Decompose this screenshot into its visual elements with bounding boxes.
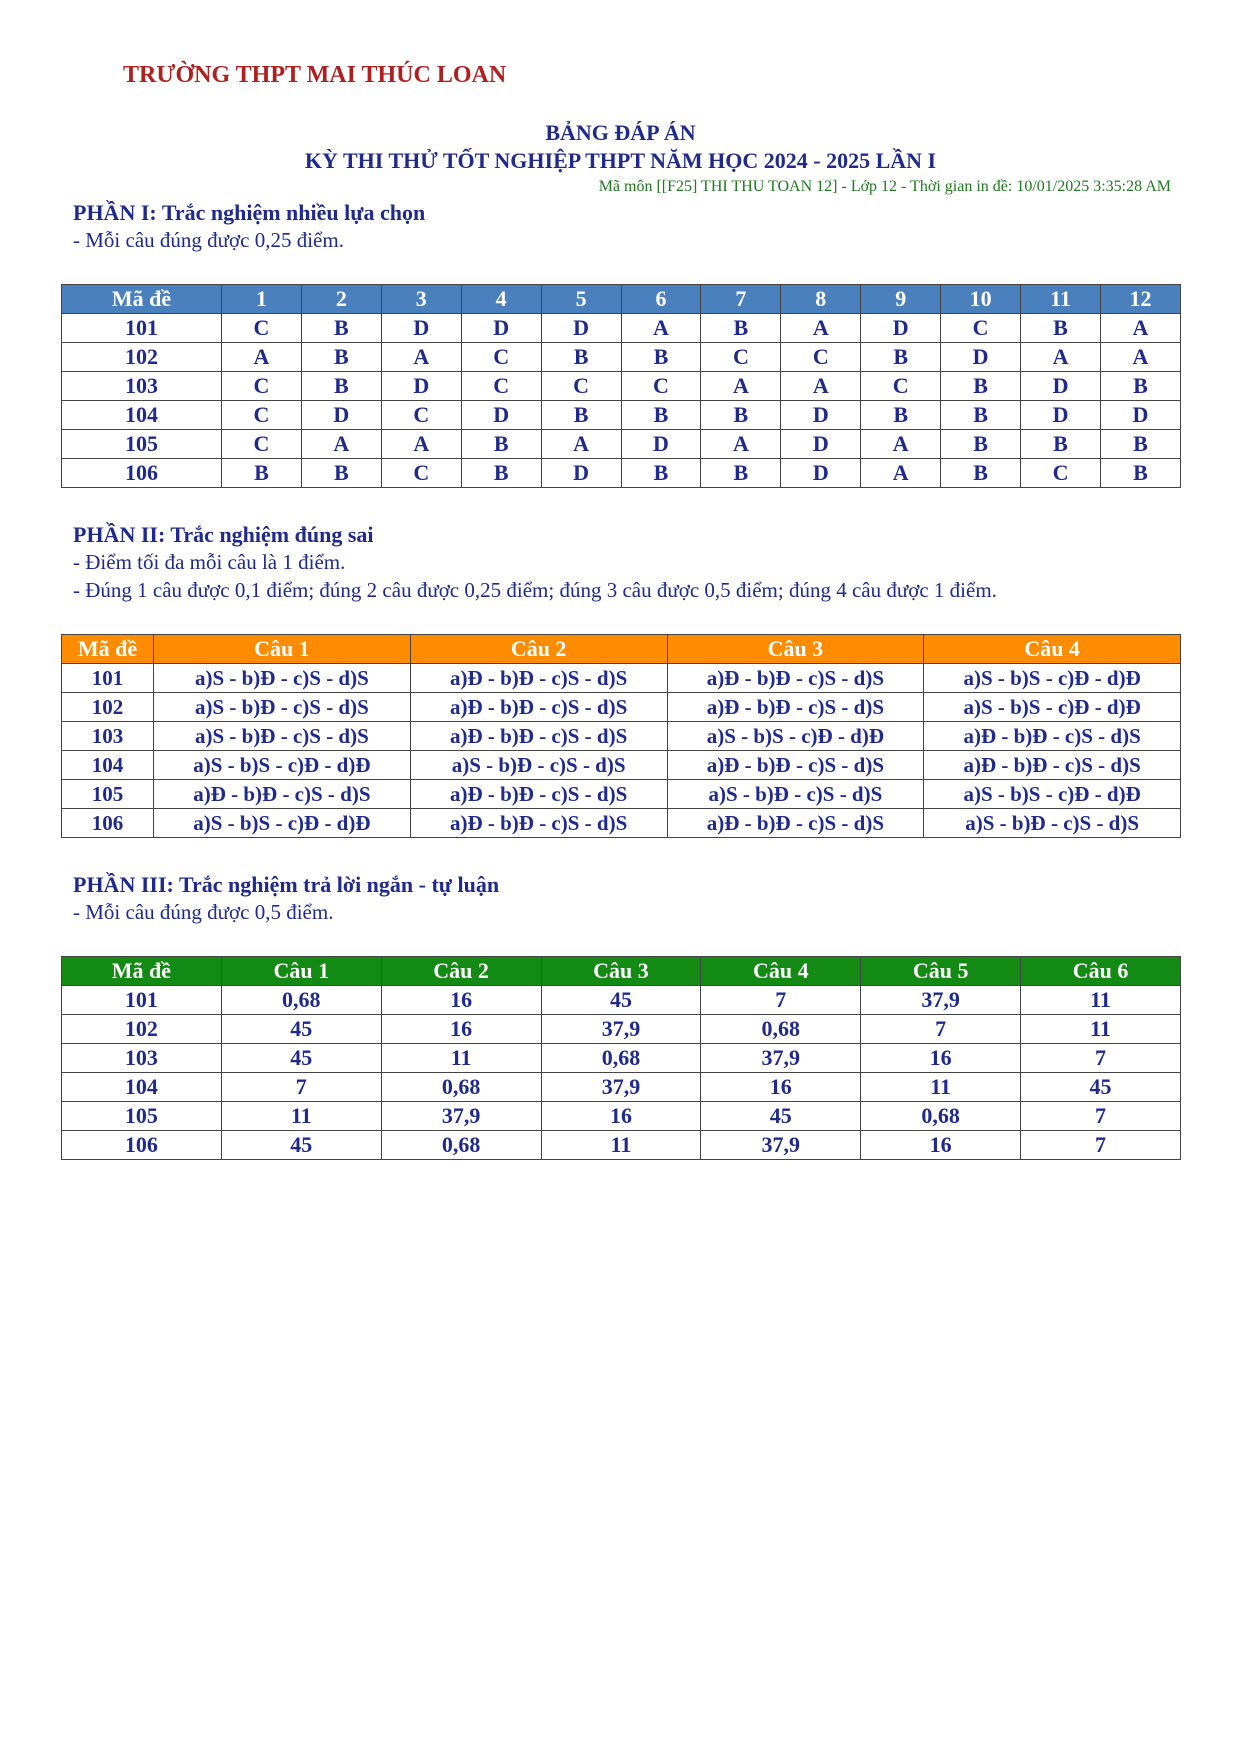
part2-header-cell: Câu 3: [667, 635, 924, 664]
answer-cell: B: [941, 372, 1021, 401]
part3-header-row: [62, 957, 1181, 986]
table-row: [62, 430, 1181, 459]
answer-cell: a)Đ - b)Đ - c)S - d)S: [410, 722, 667, 751]
answer-cell: B: [941, 430, 1021, 459]
exam-code-cell: 102: [62, 343, 222, 372]
table-row: [62, 343, 1181, 372]
answer-cell: B: [1100, 372, 1180, 401]
part1-header-cell: 2: [301, 285, 381, 314]
exam-code-cell: 101: [62, 986, 222, 1015]
answer-cell: 0,68: [381, 1131, 541, 1160]
answer-cell: 16: [861, 1131, 1021, 1160]
answer-cell: 37,9: [381, 1102, 541, 1131]
answer-cell: B: [701, 401, 781, 430]
part3-header-cell: Câu 2: [381, 957, 541, 986]
answer-cell: B: [861, 343, 941, 372]
answer-cell: C: [1021, 459, 1101, 488]
answer-cell: a)S - b)S - c)Đ - d)Đ: [667, 722, 924, 751]
part3-header-cell: Câu 4: [701, 957, 861, 986]
answer-cell: B: [1100, 430, 1180, 459]
exam-code-cell: 105: [62, 780, 154, 809]
answer-cell: a)Đ - b)Đ - c)S - d)S: [924, 751, 1181, 780]
answer-cell: B: [222, 459, 302, 488]
exam-code-cell: 103: [62, 372, 222, 401]
school-name: TRƯỜNG THPT MAI THÚC LOAN: [123, 62, 507, 88]
exam-code-cell: 104: [62, 751, 154, 780]
table-row: [62, 986, 1181, 1015]
answer-cell: D: [381, 372, 461, 401]
exam-code-cell: 102: [62, 693, 154, 722]
answer-cell: A: [861, 430, 941, 459]
answer-cell: a)Đ - b)Đ - c)S - d)S: [667, 809, 924, 838]
answer-cell: C: [781, 343, 861, 372]
answer-cell: a)Đ - b)Đ - c)S - d)S: [410, 809, 667, 838]
answer-cell: D: [1100, 401, 1180, 430]
table-row: [62, 401, 1181, 430]
answer-cell: B: [301, 314, 381, 343]
part1-note: - Mỗi câu đúng được 0,25 điểm.: [73, 228, 344, 252]
answer-cell: a)S - b)Đ - c)S - d)S: [924, 809, 1181, 838]
table-row: [62, 1015, 1181, 1044]
answer-cell: 7: [861, 1015, 1021, 1044]
exam-code-cell: 106: [62, 1131, 222, 1160]
table-row: [62, 459, 1181, 488]
table-row: [62, 1073, 1181, 1102]
answer-cell: 11: [1021, 1015, 1181, 1044]
answer-cell: 37,9: [541, 1015, 701, 1044]
answer-cell: 45: [221, 1015, 381, 1044]
answer-cell: 37,9: [701, 1044, 861, 1073]
answer-cell: A: [1100, 343, 1180, 372]
answer-cell: a)S - b)Đ - c)S - d)S: [154, 693, 411, 722]
answer-cell: 11: [221, 1102, 381, 1131]
part2-header-row: [62, 635, 1181, 664]
answer-cell: C: [381, 401, 461, 430]
table-row: [62, 722, 1181, 751]
part3-table: [61, 956, 1181, 1160]
exam-code-cell: 101: [62, 664, 154, 693]
answer-cell: B: [1100, 459, 1180, 488]
part2-note-2: - Đúng 1 câu được 0,1 điểm; đúng 2 câu được 0,25 điểm; đúng 3 câu được 0,5 điểm; đúng 4 câu được 1 điểm.: [73, 578, 997, 602]
answer-cell: 7: [1021, 1102, 1181, 1131]
answer-cell: D: [781, 401, 861, 430]
exam-code-cell: 102: [62, 1015, 222, 1044]
answer-cell: 7: [701, 986, 861, 1015]
answer-cell: 16: [381, 1015, 541, 1044]
answer-cell: 16: [701, 1073, 861, 1102]
answer-cell: C: [222, 314, 302, 343]
answer-cell: B: [701, 314, 781, 343]
answer-cell: C: [461, 343, 541, 372]
answer-cell: 7: [1021, 1044, 1181, 1073]
answer-cell: B: [541, 343, 621, 372]
table-row: [62, 372, 1181, 401]
answer-cell: A: [301, 430, 381, 459]
part1-header-cell: 4: [461, 285, 541, 314]
answer-cell: D: [461, 314, 541, 343]
exam-code-cell: 103: [62, 1044, 222, 1073]
answer-cell: D: [461, 401, 541, 430]
exam-meta: Mã môn [[F25] THI THU TOAN 12] - Lớp 12 - Thời gian in đề: 10/01/2025 3:35:28 AM: [598, 178, 1171, 195]
answer-cell: C: [941, 314, 1021, 343]
page-title: BẢNG ĐÁP ÁN: [545, 120, 696, 145]
part2-table: [61, 634, 1181, 838]
part1-header-cell: 5: [541, 285, 621, 314]
part1-header-cell: 6: [621, 285, 701, 314]
answer-cell: a)S - b)S - c)Đ - d)Đ: [924, 664, 1181, 693]
answer-cell: a)S - b)Đ - c)S - d)S: [154, 722, 411, 751]
part1-header-cell: 3: [381, 285, 461, 314]
answer-cell: A: [1021, 343, 1101, 372]
answer-cell: 37,9: [701, 1131, 861, 1160]
answer-cell: 11: [1021, 986, 1181, 1015]
answer-cell: 0,68: [381, 1073, 541, 1102]
answer-cell: A: [1100, 314, 1180, 343]
answer-cell: D: [381, 314, 461, 343]
part1-header-cell: 9: [861, 285, 941, 314]
answer-cell: A: [381, 430, 461, 459]
table-row: [62, 751, 1181, 780]
exam-code-cell: 104: [62, 401, 222, 430]
part3-header-cell: Câu 5: [861, 957, 1021, 986]
answer-cell: 0,68: [221, 986, 381, 1015]
answer-cell: 7: [221, 1073, 381, 1102]
answer-cell: 45: [1021, 1073, 1181, 1102]
part2-header-cell: Câu 2: [410, 635, 667, 664]
answer-cell: 7: [1021, 1131, 1181, 1160]
answer-cell: A: [701, 430, 781, 459]
answer-cell: D: [1021, 372, 1101, 401]
answer-cell: B: [1021, 430, 1101, 459]
answer-cell: C: [861, 372, 941, 401]
answer-cell: D: [541, 314, 621, 343]
answer-cell: B: [621, 343, 701, 372]
part2-heading: PHẦN II: Trắc nghiệm đúng sai: [73, 522, 374, 547]
answer-cell: B: [301, 343, 381, 372]
part3-header-cell: Mã đề: [62, 957, 222, 986]
answer-cell: D: [301, 401, 381, 430]
answer-cell: 0,68: [541, 1044, 701, 1073]
part1-header-row: [62, 285, 1181, 314]
part1-table: [61, 284, 1181, 488]
part1-header-cell: 11: [1021, 285, 1101, 314]
answer-cell: A: [781, 372, 861, 401]
table-row: [62, 780, 1181, 809]
answer-cell: a)S - b)S - c)Đ - d)Đ: [924, 693, 1181, 722]
answer-cell: D: [861, 314, 941, 343]
answer-cell: 16: [381, 986, 541, 1015]
part1-header-cell: 12: [1100, 285, 1180, 314]
answer-cell: C: [621, 372, 701, 401]
answer-cell: 45: [701, 1102, 861, 1131]
answer-cell: B: [941, 459, 1021, 488]
exam-code-cell: 106: [62, 809, 154, 838]
answer-cell: C: [541, 372, 621, 401]
answer-cell: C: [381, 459, 461, 488]
answer-cell: 0,68: [701, 1015, 861, 1044]
answer-cell: A: [861, 459, 941, 488]
part1-header-cell: 7: [701, 285, 781, 314]
answer-cell: C: [461, 372, 541, 401]
answer-cell: A: [381, 343, 461, 372]
answer-cell: B: [861, 401, 941, 430]
answer-cell: D: [941, 343, 1021, 372]
part1-heading: PHẦN I: Trắc nghiệm nhiều lựa chọn: [73, 200, 426, 225]
answer-cell: a)S - b)Đ - c)S - d)S: [667, 780, 924, 809]
table-row: [62, 693, 1181, 722]
answer-cell: a)Đ - b)Đ - c)S - d)S: [924, 722, 1181, 751]
answer-cell: C: [701, 343, 781, 372]
answer-cell: B: [621, 459, 701, 488]
answer-cell: C: [222, 372, 302, 401]
answer-cell: B: [461, 430, 541, 459]
part3-note: - Mỗi câu đúng được 0,5 điểm.: [73, 900, 334, 924]
answer-cell: 0,68: [861, 1102, 1021, 1131]
answer-cell: a)Đ - b)Đ - c)S - d)S: [667, 693, 924, 722]
answer-cell: D: [1021, 401, 1101, 430]
part2-header-cell: Mã đề: [62, 635, 154, 664]
answer-cell: A: [781, 314, 861, 343]
answer-cell: 37,9: [541, 1073, 701, 1102]
answer-cell: 11: [541, 1131, 701, 1160]
exam-code-cell: 101: [62, 314, 222, 343]
answer-cell: B: [541, 401, 621, 430]
answer-cell: A: [541, 430, 621, 459]
part2-note-1: - Điểm tối đa mỗi câu là 1 điểm.: [73, 550, 346, 574]
answer-cell: A: [222, 343, 302, 372]
answer-cell: A: [621, 314, 701, 343]
part1-header-cell: 1: [222, 285, 302, 314]
answer-cell: B: [301, 372, 381, 401]
part3-header-cell: Câu 6: [1021, 957, 1181, 986]
answer-cell: D: [781, 459, 861, 488]
answer-cell: B: [301, 459, 381, 488]
answer-cell: D: [781, 430, 861, 459]
answer-cell: 45: [221, 1131, 381, 1160]
table-row: [62, 809, 1181, 838]
answer-cell: a)S - b)S - c)Đ - d)Đ: [154, 751, 411, 780]
answer-cell: B: [621, 401, 701, 430]
answer-cell: 37,9: [861, 986, 1021, 1015]
answer-cell: a)Đ - b)Đ - c)S - d)S: [410, 693, 667, 722]
table-row: [62, 1044, 1181, 1073]
part2-header-cell: Câu 1: [154, 635, 411, 664]
answer-cell: C: [222, 401, 302, 430]
answer-cell: a)S - b)Đ - c)S - d)S: [410, 751, 667, 780]
table-row: [62, 314, 1181, 343]
answer-cell: B: [461, 459, 541, 488]
answer-cell: D: [541, 459, 621, 488]
answer-cell: 45: [541, 986, 701, 1015]
table-row: [62, 664, 1181, 693]
exam-code-cell: 106: [62, 459, 222, 488]
answer-cell: 11: [861, 1073, 1021, 1102]
exam-code-cell: 105: [62, 430, 222, 459]
answer-cell: A: [701, 372, 781, 401]
part1-header-cell: Mã đề: [62, 285, 222, 314]
exam-code-cell: 104: [62, 1073, 222, 1102]
part1-header-cell: 10: [941, 285, 1021, 314]
table-row: [62, 1102, 1181, 1131]
part1-header-cell: 8: [781, 285, 861, 314]
part3-header-cell: Câu 1: [221, 957, 381, 986]
exam-title: KỲ THI THỬ TỐT NGHIỆP THPT NĂM HỌC 2024 - 2025 LẦN I: [304, 148, 937, 173]
table-row: [62, 1131, 1181, 1160]
answer-cell: a)S - b)Đ - c)S - d)S: [154, 664, 411, 693]
part2-header-cell: Câu 4: [924, 635, 1181, 664]
answer-cell: a)Đ - b)Đ - c)S - d)S: [410, 780, 667, 809]
answer-cell: a)Đ - b)Đ - c)S - d)S: [410, 664, 667, 693]
part3-header-cell: Câu 3: [541, 957, 701, 986]
exam-code-cell: 103: [62, 722, 154, 751]
answer-cell: 45: [221, 1044, 381, 1073]
answer-cell: a)S - b)S - c)Đ - d)Đ: [154, 809, 411, 838]
answer-cell: 16: [861, 1044, 1021, 1073]
answer-cell: a)Đ - b)Đ - c)S - d)S: [667, 751, 924, 780]
answer-cell: B: [941, 401, 1021, 430]
answer-cell: 11: [381, 1044, 541, 1073]
answer-cell: a)S - b)S - c)Đ - d)Đ: [924, 780, 1181, 809]
part3-heading: PHẦN III: Trắc nghiệm trả lời ngắn - tự luận: [73, 872, 500, 897]
answer-cell: B: [701, 459, 781, 488]
exam-code-cell: 105: [62, 1102, 222, 1131]
answer-cell: C: [222, 430, 302, 459]
answer-cell: 16: [541, 1102, 701, 1131]
answer-cell: D: [621, 430, 701, 459]
answer-cell: B: [1021, 314, 1101, 343]
answer-cell: a)Đ - b)Đ - c)S - d)S: [667, 664, 924, 693]
answer-cell: a)Đ - b)Đ - c)S - d)S: [154, 780, 411, 809]
